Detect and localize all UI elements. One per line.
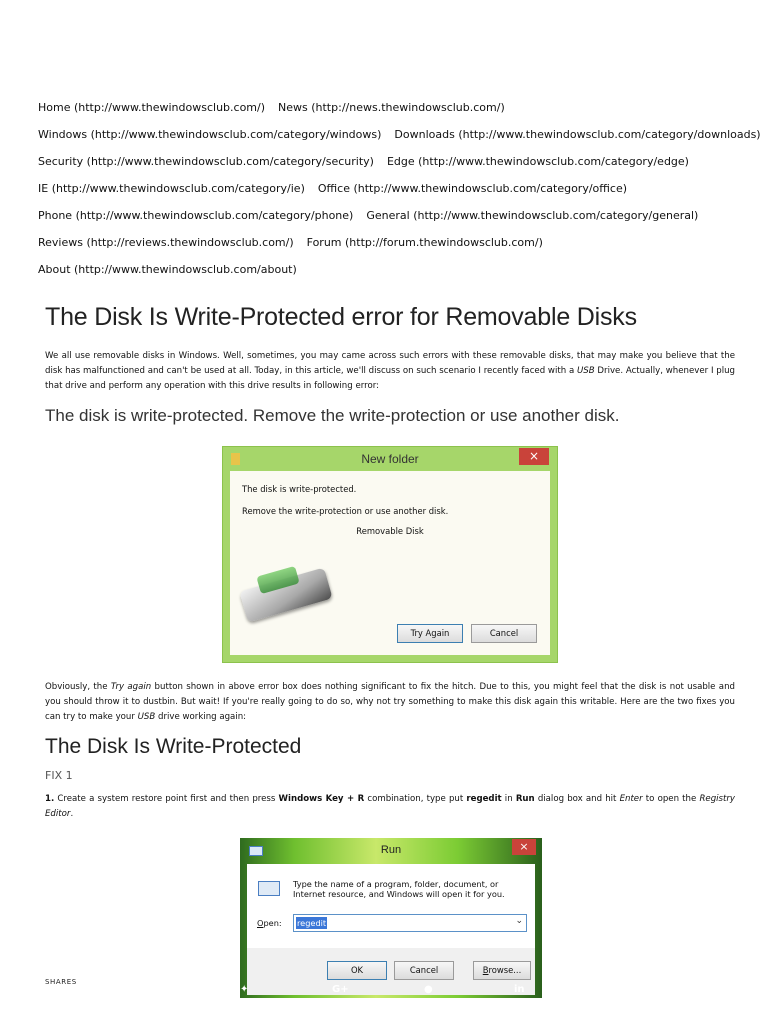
dialog-body [230, 471, 550, 655]
ok-button[interactable]: OK [327, 961, 387, 980]
nav-link-general[interactable]: General (http://www.thewindowsclub.com/category/general) [366, 209, 699, 222]
google-plus-icon[interactable]: G+ [332, 984, 349, 995]
text-run: drive working again: [155, 712, 247, 722]
text-strong: regedit [466, 794, 502, 804]
browse-label: rowse... [488, 965, 522, 975]
nav-row [38, 121, 768, 148]
run-description: Type the name of a program, folder, document, or Internet resource, and Windows will open it for you. [293, 879, 505, 899]
nav-link-office[interactable]: Office (http://www.thewindowsclub.com/category/office) [317, 182, 628, 195]
nav-link-windows[interactable]: Windows (http://www.thewindowsclub.com/category/windows) [38, 128, 382, 141]
open-label [257, 918, 282, 928]
text-strong: Run [515, 794, 535, 804]
new-folder-error-dialog-screenshot [222, 446, 558, 663]
open-label-accesskey: O [257, 918, 264, 928]
article-title: The Disk Is Write-Protected error for Removable Disks [45, 303, 637, 331]
step-paragraph [45, 792, 735, 822]
text-strong: Windows Key + R [278, 794, 365, 804]
open-combobox[interactable] [293, 914, 527, 932]
intro-paragraph [45, 349, 735, 394]
nav-link-reviews[interactable]: Reviews (http://reviews.thewindowsclub.com/) [38, 236, 294, 249]
nav-row [38, 175, 768, 202]
twitter-icon[interactable]: ✦ [240, 984, 249, 995]
text-emphasis: USB [577, 366, 595, 376]
nav-link-downloads[interactable]: Downloads (http://www.thewindowsclub.com/category/downloads) [394, 128, 761, 141]
step-number: 1. [45, 794, 55, 804]
text-run: . [70, 809, 74, 819]
text-emphasis: Registry Editor [45, 794, 736, 819]
dialog-disk-name: Removable Disk [356, 526, 424, 536]
close-icon[interactable]: × [519, 448, 549, 465]
browse-button[interactable] [473, 961, 531, 980]
open-input-value: regedit [297, 918, 327, 928]
nav-link-news[interactable]: News (http://news.thewindowsclub.com/) [278, 101, 505, 114]
section-heading: The Disk Is Write-Protected [45, 735, 302, 758]
dialog-message-line: The disk is write-protected. [242, 484, 357, 494]
nav-link-home[interactable]: Home (http://www.thewindowsclub.com/) [38, 101, 266, 114]
text-run: button shown in above error box does nothing significant to fix the hitch. Due to this, you might feel that the disk is not usable and you should throw it to dustbin. But wait! If you're really going to do so, why not try something to make this disk again this writable. Here are the two fixes you can try to make your [45, 682, 735, 722]
nav-row [38, 202, 768, 229]
chevron-down-icon[interactable]: ⌄ [515, 916, 523, 926]
site-navigation [38, 94, 768, 283]
text-run: in [501, 794, 516, 804]
open-label-text: pen: [263, 918, 282, 928]
dialog-message-line: Remove the write-protection or use another disk. [242, 506, 449, 516]
nav-link-about[interactable]: About (http://www.thewindowsclub.com/about) [38, 263, 297, 276]
cancel-button[interactable]: Cancel [471, 624, 537, 643]
fix-label: FIX 1 [45, 769, 73, 782]
browse-accesskey: B [482, 965, 489, 975]
text-run: Obviously, the [45, 682, 111, 692]
nav-link-ie[interactable]: IE (http://www.thewindowsclub.com/category/ie) [38, 182, 305, 195]
dialog-title: New folder [361, 452, 419, 466]
text-emphasis: Enter [619, 794, 643, 804]
nav-row [38, 229, 768, 256]
text-emphasis: USB [137, 712, 156, 722]
dialog-title: Run [380, 844, 402, 856]
try-again-button[interactable]: Try Again [397, 624, 463, 643]
dialog-body [247, 864, 535, 948]
text-emphasis: Try again [110, 682, 152, 692]
shares-label: SHARES [45, 978, 77, 986]
reddit-icon[interactable]: ● [424, 984, 433, 995]
text-run: We all use removable disks in Windows. Well, sometimes, you may came across such errors with these removable disks, that may make you believe that the disk has malfunctioned and can't be used at all. Today, in this article, we'll discuss on such scenario I recently faced with a [45, 351, 735, 376]
nav-link-phone[interactable]: Phone (http://www.thewindowsclub.com/category/phone) [38, 209, 354, 222]
nav-link-forum[interactable]: Forum (http://forum.thewindowsclub.com/) [306, 236, 543, 249]
run-program-icon [258, 881, 280, 896]
cancel-button[interactable]: Cancel [394, 961, 454, 980]
error-message-heading: The disk is write-protected. Remove the write-protection or use another disk. [45, 406, 620, 425]
linkedin-icon[interactable]: in [514, 984, 525, 995]
nav-row [38, 148, 768, 175]
nav-row [38, 94, 768, 121]
text-run: Drive. Actually, whenever I plug that drive and perform any operation with this drive results in following error: [45, 366, 735, 391]
nav-row [38, 256, 768, 283]
nav-link-edge[interactable]: Edge (http://www.thewindowsclub.com/category/edge) [386, 155, 689, 168]
dialog-footer [247, 948, 535, 995]
text-run: combination, type put [364, 794, 467, 804]
explanation-paragraph [45, 680, 735, 725]
text-run: dialog box and hit [534, 794, 620, 804]
close-icon[interactable]: × [512, 839, 536, 855]
run-dialog-screenshot [240, 838, 542, 998]
nav-link-security[interactable]: Security (http://www.thewindowsclub.com/category/security) [38, 155, 374, 168]
text-run: to open the [642, 794, 700, 804]
text-run: Create a system restore point first and then press [54, 794, 279, 804]
dialog-titlebar [223, 447, 557, 471]
